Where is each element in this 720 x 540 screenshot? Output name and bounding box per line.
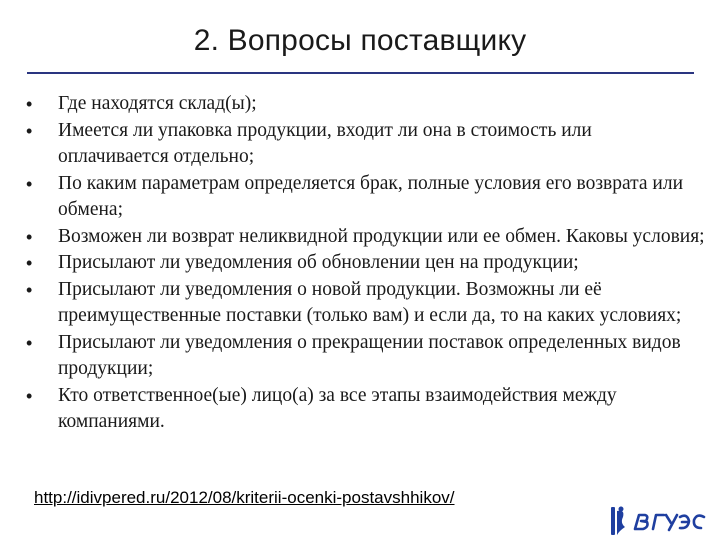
emblem-icon (611, 507, 625, 536)
bullet-list (26, 91, 706, 436)
list-item (26, 383, 706, 436)
list-item (26, 91, 706, 118)
university-logo (607, 505, 707, 537)
bullet-icon: • (26, 120, 33, 141)
bullet-icon: • (26, 226, 33, 247)
list-item (26, 171, 706, 224)
bullet-text: Присылают ли уведомления об обновлении цен на продукции; (58, 252, 579, 273)
bullet-icon: • (26, 332, 33, 353)
list-item (26, 224, 706, 251)
bullet-text: Возможен ли возврат неликвидной продукции или ее обмен. Каковы условия; (58, 225, 705, 247)
list-item (26, 277, 706, 330)
bullet-icon: • (26, 253, 33, 273)
bullet-text: Имеется ли упаковка продукции, входит ли она в стоимость или оплачивается отдельно; (58, 119, 592, 167)
bullet-text: Присылают ли уведомления о прекращении поставок определенных видов продукции; (58, 331, 681, 379)
list-item (26, 250, 706, 277)
logo-wordmark (635, 515, 704, 530)
bullet-icon: • (26, 173, 33, 194)
list-item (26, 330, 706, 383)
title-divider (27, 72, 694, 74)
bullet-icon: • (26, 94, 33, 114)
bullet-text: Где находятся склад(ы); (58, 93, 257, 114)
bullet-text: Кто ответственное(ые) лицо(а) за все этапы взаимодействия между компаниями. (58, 384, 617, 432)
list-item (26, 118, 706, 171)
source-link[interactable]: http://idivpered.ru/2012/08/kriterii-ocenki-postavshhikov/ (34, 488, 455, 507)
bullet-text: По каким параметрам определяется брак, полные условия его возврата или обмена; (58, 172, 684, 220)
slide-title: 2. Вопросы поставщику (193, 24, 527, 57)
bullet-icon: • (26, 279, 33, 300)
bullet-icon: • (26, 385, 33, 406)
bullet-text: Присылают ли уведомления о новой продукции. Возможны ли её преимущественные поставки (только вам) и если да, то на каких условиях; (58, 278, 682, 326)
